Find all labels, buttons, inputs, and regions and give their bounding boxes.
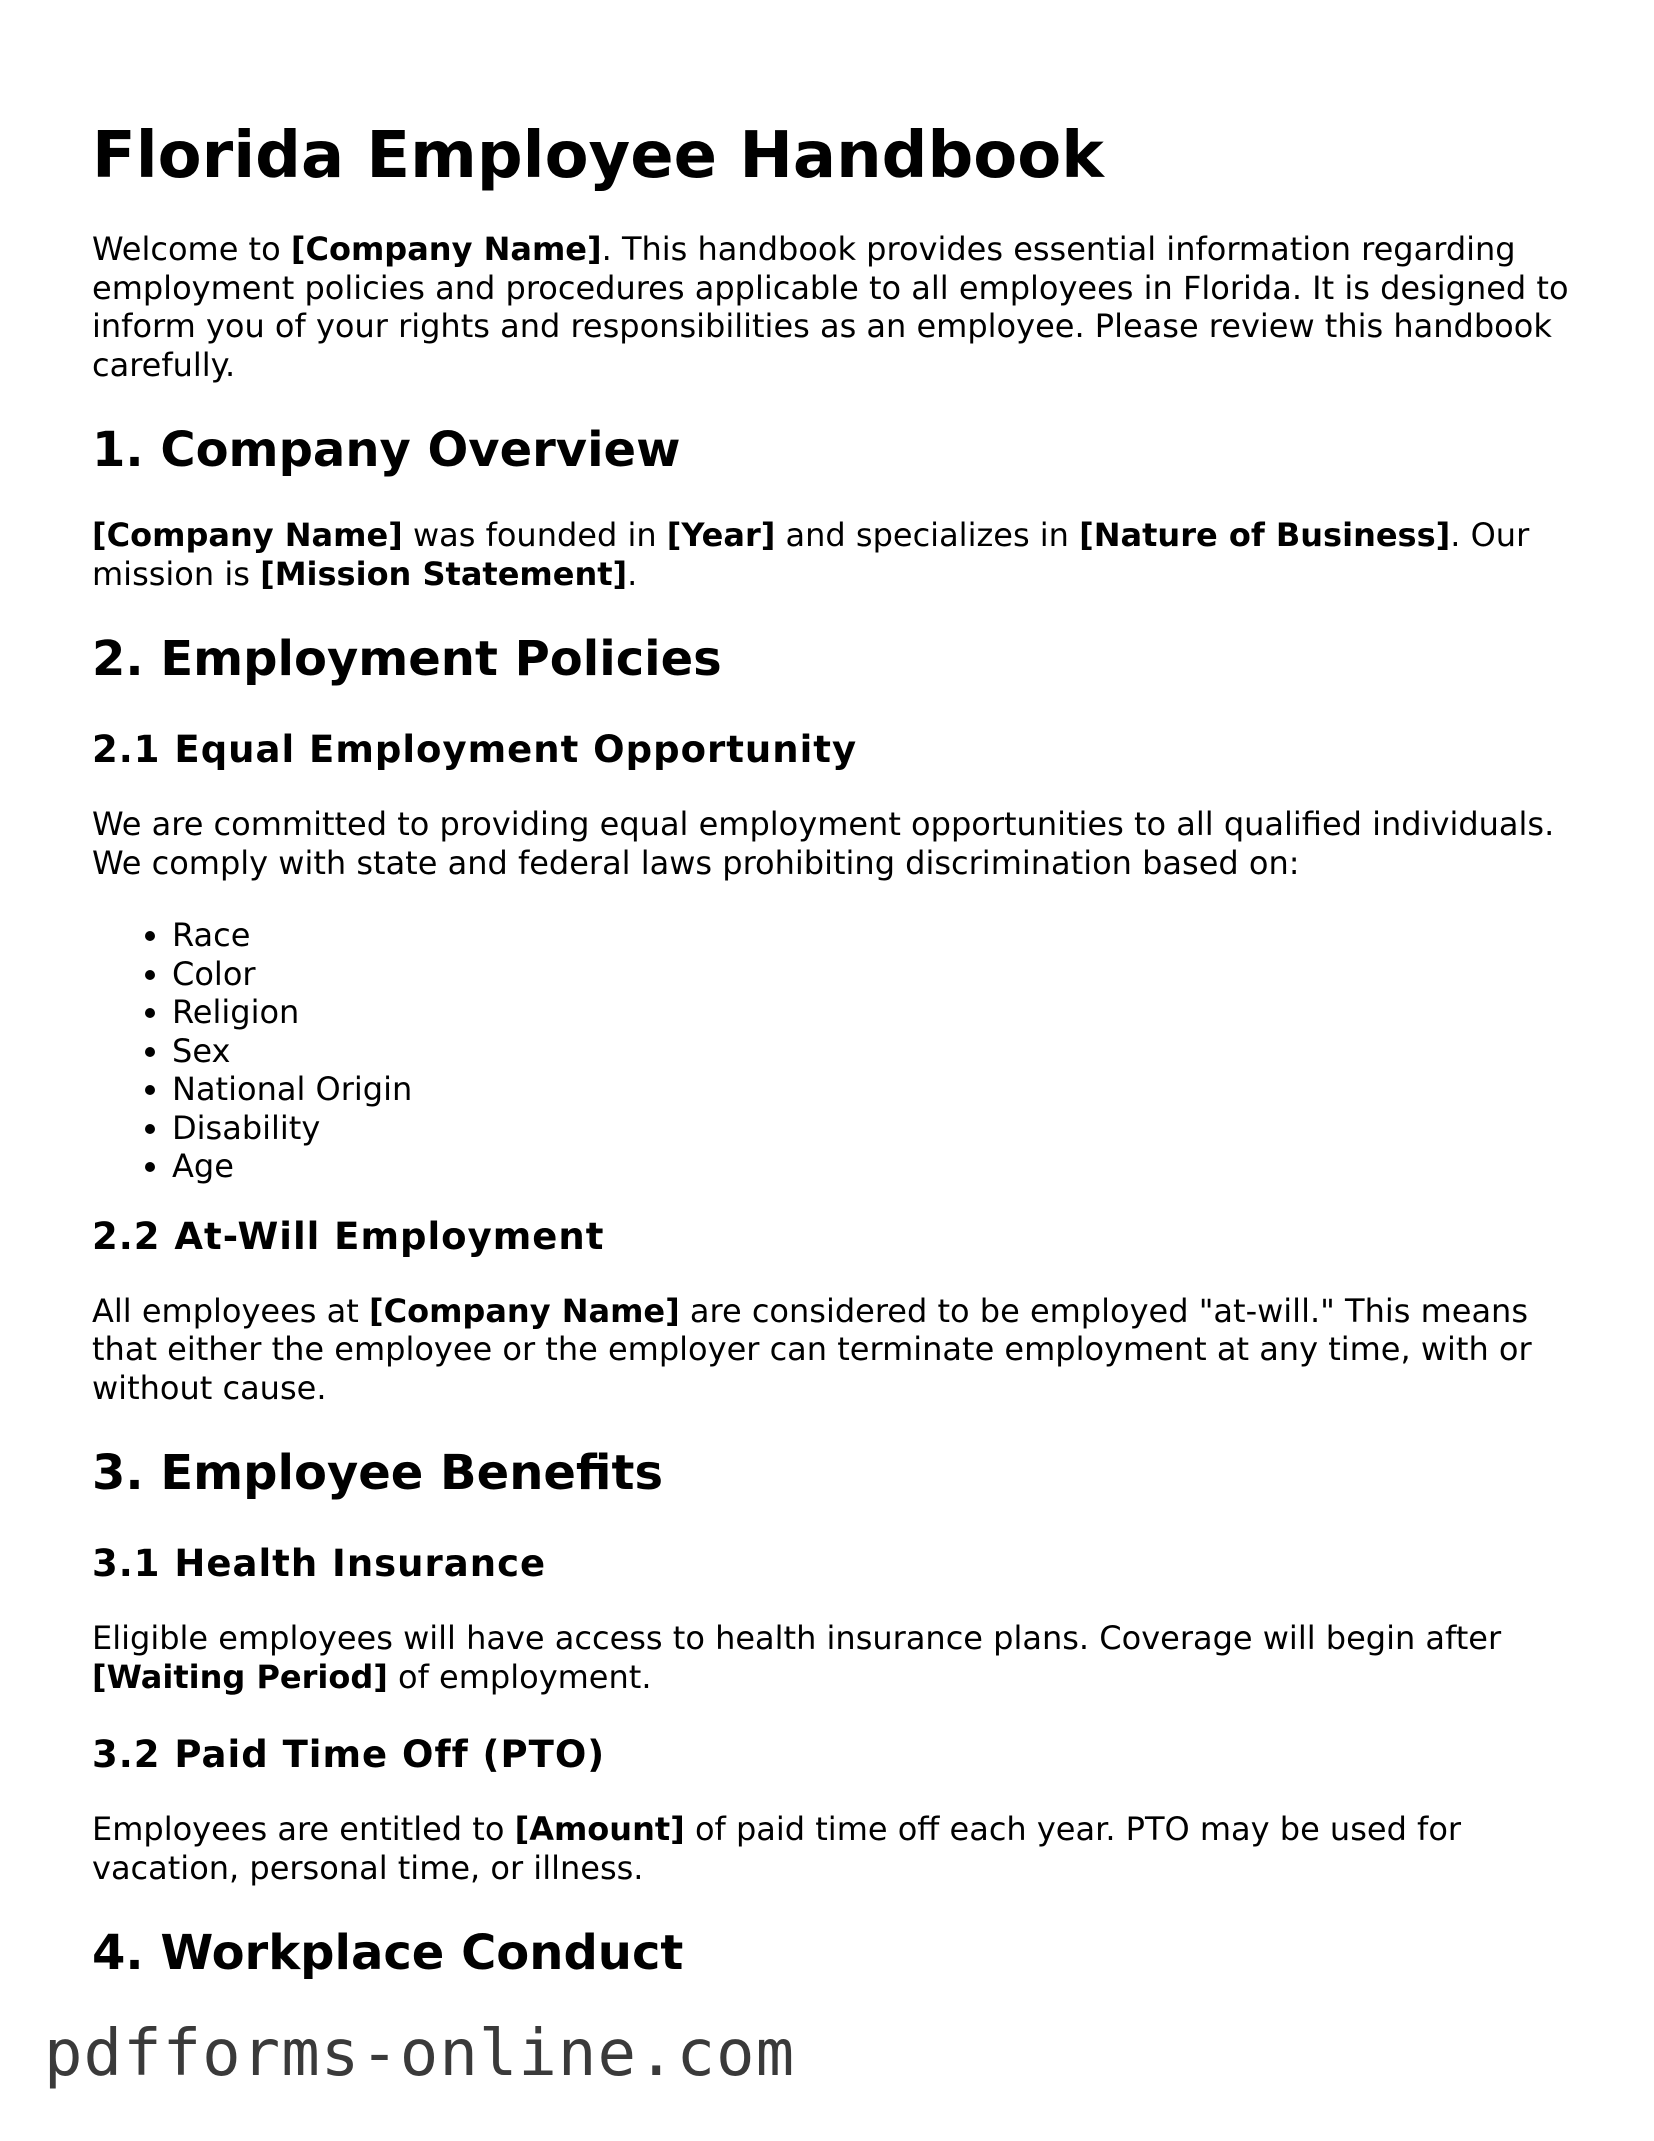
waiting-period-placeholder: [Waiting Period] bbox=[92, 1657, 388, 1696]
overview-text: . Our mission is bbox=[92, 516, 1530, 593]
section-heading-employee-benefits: 3. Employee Benefits bbox=[92, 1445, 664, 1501]
pto-text: Employees are entitled to bbox=[92, 1810, 515, 1848]
overview-text: . bbox=[627, 554, 638, 593]
subsection-heading-pto: 3.2 Paid Time Off (PTO) bbox=[92, 1733, 606, 1776]
section-heading-employment-policies: 2. Employment Policies bbox=[92, 631, 722, 687]
amount-placeholder: [Amount] bbox=[514, 1810, 685, 1848]
health-text: Eligible employees will have access to health insurance plans. Coverage will begin after bbox=[92, 1619, 1502, 1657]
mission-statement-placeholder: [Mission Statement] bbox=[260, 554, 628, 593]
list-item: • Color bbox=[172, 955, 1592, 994]
eeo-paragraph: We are committed to providing equal employment opportunities to all qualified individuals. We comply with state and federal laws prohibiting discrimination based on: bbox=[92, 805, 1555, 882]
company-overview-paragraph bbox=[92, 516, 1592, 593]
pto-text: of paid time off each year. PTO may be used for vacation, personal time, or illness. bbox=[92, 1810, 1462, 1887]
subsection-heading-health-insurance: 3.1 Health Insurance bbox=[92, 1542, 547, 1585]
document-title: Florida Employee Handbook bbox=[92, 119, 1104, 193]
company-name-placeholder: [Company Name] bbox=[92, 516, 403, 554]
overview-text: and specializes in bbox=[775, 516, 1080, 554]
list-item: • Disability bbox=[172, 1109, 1592, 1148]
at-will-paragraph bbox=[92, 1292, 1592, 1408]
protected-classes-list bbox=[92, 916, 1592, 1186]
company-name-placeholder: [Company Name] bbox=[368, 1291, 680, 1330]
list-item: • Age bbox=[172, 1147, 1592, 1186]
company-name-placeholder: [Company Name] bbox=[290, 230, 602, 268]
subsection-heading-at-will: 2.2 At-Will Employment bbox=[92, 1214, 605, 1258]
at-will-text: All employees at bbox=[92, 1291, 369, 1330]
watermark: pdfforms-online.com bbox=[44, 2017, 796, 2091]
intro-prefix: Welcome to bbox=[92, 230, 291, 268]
nature-of-business-placeholder: [Nature of Business] bbox=[1079, 516, 1451, 554]
list-item: • National Origin bbox=[172, 1070, 1592, 1109]
intro-suffix: . This handbook provides essential information regarding employment policies and procedures applicable to all employees in Florida. It is designed to inform you of your rights and responsibilities as an employee. Please review this handbook carefully. bbox=[92, 230, 1569, 384]
overview-text: was founded in bbox=[402, 516, 667, 554]
health-text: of employment. bbox=[387, 1657, 652, 1696]
at-will-text: are considered to be employed "at-will." This means that either the employee or the employer can terminate employment at any time, with or without cause. bbox=[92, 1291, 1532, 1407]
list-item: • Religion bbox=[172, 993, 1592, 1032]
pto-paragraph bbox=[92, 1810, 1592, 1887]
year-placeholder: [Year] bbox=[666, 516, 776, 554]
intro-paragraph bbox=[92, 230, 1592, 384]
section-heading-company-overview: 1. Company Overview bbox=[92, 422, 681, 478]
health-insurance-paragraph bbox=[92, 1619, 1592, 1696]
document-content bbox=[92, 112, 1592, 2019]
list-item: • Sex bbox=[172, 1032, 1592, 1071]
section-heading-workplace-conduct: 4. Workplace Conduct bbox=[92, 1925, 684, 1981]
list-item: • Race bbox=[172, 916, 1592, 955]
subsection-heading-eeo: 2.1 Equal Employment Opportunity bbox=[92, 728, 858, 771]
